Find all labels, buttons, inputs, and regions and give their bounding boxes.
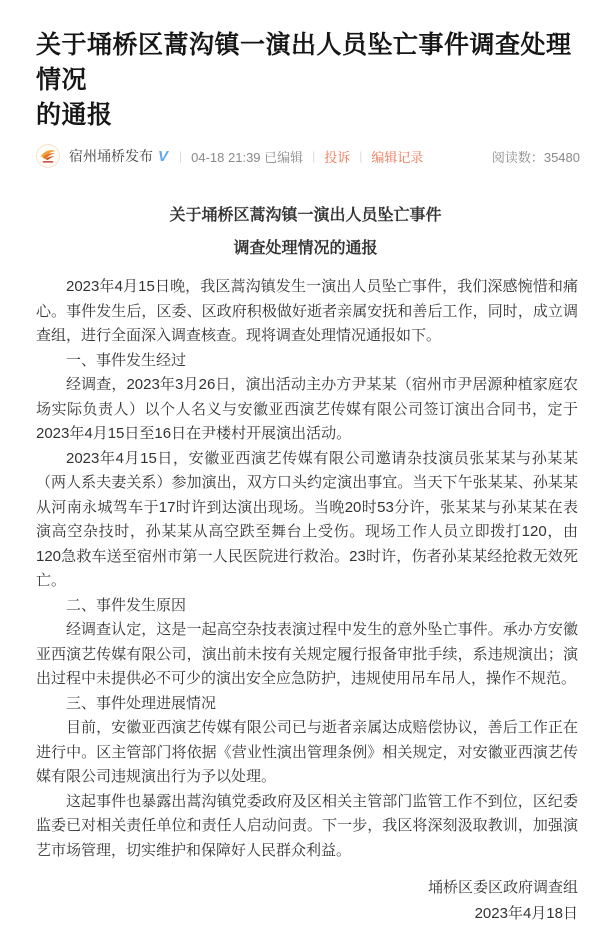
section-heading-3: 三、事件处理进展情况: [66, 694, 217, 712]
edit-history-link[interactable]: 编辑记录: [371, 149, 424, 165]
article-content: [0, 199, 611, 927]
article-title-line-2: 调查处理情况的通报: [233, 240, 378, 257]
article-title: [0, 199, 611, 265]
author-bar: [36, 143, 580, 169]
article-title-line-1: 关于埇桥区蒿沟镇一演出人员坠亡事件: [169, 207, 442, 224]
publisher-avatar[interactable]: [36, 144, 60, 168]
section-heading-1: 一、事件发生经过: [66, 351, 187, 369]
section-heading-2: 二、事件发生原因: [66, 596, 187, 614]
paragraph-section3-a: 目前，安徽亚西演艺传媒有限公司已与逝者亲属达成赔偿协议，善后工作正在进行中。区主管部门将依据《营业性演出管理条例》相关规定，对安徽亚西演艺传媒有限公司违规演出行为予以处理。: [36, 719, 578, 785]
signature-block: [36, 875, 578, 927]
paragraph-section2: 经调查认定，这是一起高空杂技表演过程中发生的意外坠亡事件。承办方安徽亚西演艺传媒有限公司，演出前未按有关规定履行报备审批手续，系违规演出；演出过程中未提供必不可少的演出安全应急防护，违规使用吊车吊人，操作不规范。: [36, 621, 578, 687]
divider: |: [359, 149, 363, 163]
signature-organization: 埇桥区委区政府调查组: [427, 879, 578, 896]
phoenix-logo-icon: [37, 144, 59, 168]
divider: |: [312, 149, 316, 163]
page-title-line-1: 关于埇桥区蒿沟镇一演出人员坠亡事件调查处理情况: [36, 31, 572, 94]
post-timestamp: 04-18 21:39 已编辑: [191, 149, 304, 165]
verified-badge-icon: V: [158, 147, 169, 165]
complaint-link[interactable]: 投诉: [324, 149, 351, 165]
read-count: 阅读数：35480: [491, 149, 580, 165]
paragraph-intro: 2023年4月15日晚，我区蒿沟镇发生一演出人员坠亡事件，我们深感惋惜和痛心。事件发生后，区委、区政府积极做好逝者亲属安抚和善后工作，同时，成立调查组，进行全面深入调查核查。现将调查处理情况通报如下。: [36, 278, 578, 344]
paragraph-section1-b: 2023年4月15日，安徽亚西演艺传媒有限公司邀请杂技演员张某某与孙某某（两人系夫妻关系）参加演出，双方口头约定演出事宜。当天下午张某某、孙某某从河南永城驾车于17时许到达演出现场。当晚20时53分许，张某某与孙某某在表演高空杂技时，孙某某从高空跌至舞台上受伤。现场工作人员立即拨打120，由120急救车送至宿州市第一人民医院进行救治。23时许，伤者孙某某经抢救无效死亡。: [36, 449, 578, 589]
publisher-name[interactable]: 宿州埇桥发布: [69, 148, 153, 164]
article-body: [36, 275, 578, 863]
paragraph-section3-b: 这起事件也暴露出蒿沟镇党委政府及区相关主管部门监管工作不到位，区纪委监委已对相关责任单位和责任人启动问责。下一步，我区将深刻汲取教训，加强演艺市场管理，切实维护和保障好人民群众利益。: [36, 792, 578, 859]
page-title: [0, 0, 611, 133]
signature-date: 2023年4月18日: [474, 905, 578, 922]
paragraph-section1-a: 经调查，2023年3月26日，演出活动主办方尹某某（宿州市尹居源种植家庭农场实际负责人）以个人名义与安徽亚西演艺传媒有限公司签订演出合同书，定于2023年4月15日至16日在尹楼村开展演出活动。: [36, 376, 578, 442]
page-title-line-2: 的通报: [36, 101, 113, 129]
divider: |: [179, 149, 183, 163]
